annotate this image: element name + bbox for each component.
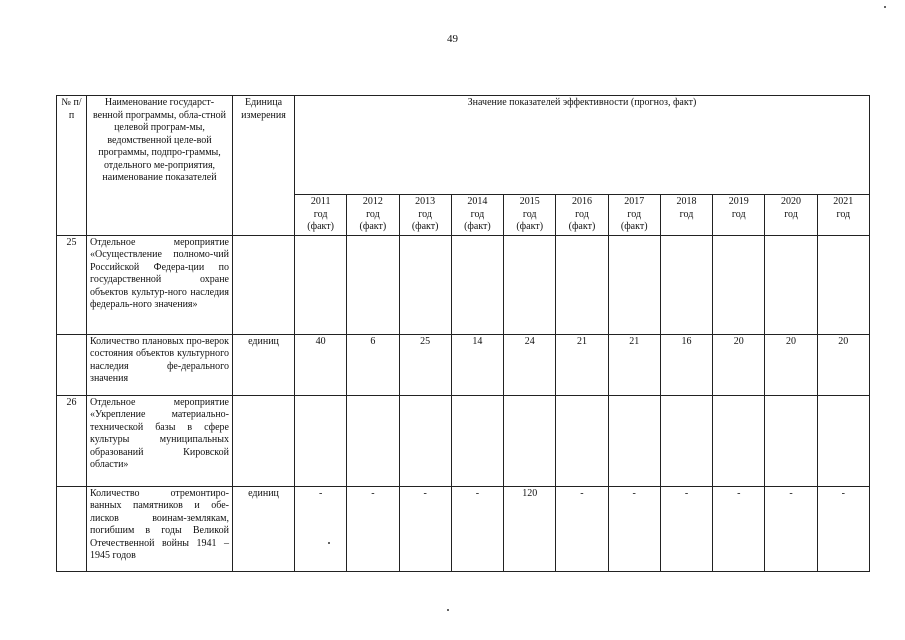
header-year: 2017 год (факт) xyxy=(608,195,660,236)
value-cell xyxy=(765,395,817,486)
value-cell xyxy=(347,395,399,486)
header-unit: Единица измерения xyxy=(233,96,295,236)
header-num: № п/п xyxy=(57,96,87,236)
header-year: 2016 год (факт) xyxy=(556,195,608,236)
value-cell xyxy=(817,235,869,334)
value-cell xyxy=(660,395,712,486)
value-cell xyxy=(556,235,608,334)
value-cell xyxy=(713,395,765,486)
header-name: Наименование государст-венной программы, обла-стной целевой програм-мы, ведомственной целе-вой программы, подпро-граммы, отдельного ме-роприятия, наименование показателей xyxy=(87,96,233,236)
value-cell: 40 xyxy=(295,334,347,395)
value-cell: 21 xyxy=(608,334,660,395)
value-cell: - xyxy=(713,486,765,571)
value-cell xyxy=(295,235,347,334)
value-cell xyxy=(817,395,869,486)
row-unit: единиц xyxy=(233,486,295,571)
value-cell: - xyxy=(556,486,608,571)
value-cell xyxy=(504,235,556,334)
row-number: 26 xyxy=(57,395,87,486)
value-cell: - xyxy=(451,486,503,571)
header-year: 2013 год (факт) xyxy=(399,195,451,236)
header-values-group: Значение показателей эффективности (прогноз, факт) xyxy=(295,96,870,195)
scan-speck xyxy=(328,542,330,544)
value-cell: - xyxy=(765,486,817,571)
page-number: 49 xyxy=(447,33,458,45)
value-cell: - xyxy=(399,486,451,571)
table-header-row xyxy=(57,96,870,195)
value-cell xyxy=(399,235,451,334)
row-name: Отдельное мероприятие «Укрепление материально-технической базы в сфере культуры муниципальных образований Кировской области» xyxy=(87,395,233,486)
row-unit: единиц xyxy=(233,334,295,395)
header-year: 2018 год xyxy=(660,195,712,236)
scan-speck xyxy=(884,6,886,8)
value-cell: 120 xyxy=(504,486,556,571)
header-year: 2012 год (факт) xyxy=(347,195,399,236)
row-number xyxy=(57,334,87,395)
row-name: Количество плановых про-верок состояния объектов культурного наследия фе-дерального значения xyxy=(87,334,233,395)
row-name: Отдельное мероприятие «Осуществление полномо-чий Российской Федера-ции по государственной охране объектов культур-ного наследия федераль-ного значения» xyxy=(87,235,233,334)
value-cell: 14 xyxy=(451,334,503,395)
value-cell xyxy=(451,395,503,486)
scan-speck xyxy=(447,609,449,611)
value-cell xyxy=(556,395,608,486)
value-cell xyxy=(608,395,660,486)
value-cell: 24 xyxy=(504,334,556,395)
row-unit xyxy=(233,235,295,334)
header-year: 2014 год (факт) xyxy=(451,195,503,236)
value-cell: - xyxy=(295,486,347,571)
value-cell xyxy=(660,235,712,334)
header-year: 2011 год (факт) xyxy=(295,195,347,236)
value-cell: - xyxy=(608,486,660,571)
table-row xyxy=(57,395,870,486)
row-number xyxy=(57,486,87,571)
header-year: 2020 год xyxy=(765,195,817,236)
table-row xyxy=(57,235,870,334)
header-year: 2015 год (факт) xyxy=(504,195,556,236)
value-cell xyxy=(504,395,556,486)
value-cell: 6 xyxy=(347,334,399,395)
value-cell: 20 xyxy=(817,334,869,395)
value-cell: 20 xyxy=(713,334,765,395)
row-name: Количество отремонтиро-ванных памятников и обе-лисков воинам-землякам, погибшим в годы Великой Отечественной войны 1941 – 1945 годов xyxy=(87,486,233,571)
indicator-table xyxy=(56,95,870,572)
value-cell: - xyxy=(817,486,869,571)
value-cell: 16 xyxy=(660,334,712,395)
value-cell xyxy=(399,395,451,486)
value-cell xyxy=(295,395,347,486)
row-number: 25 xyxy=(57,235,87,334)
value-cell: 21 xyxy=(556,334,608,395)
table-row xyxy=(57,334,870,395)
value-cell: - xyxy=(347,486,399,571)
value-cell xyxy=(608,235,660,334)
value-cell: 20 xyxy=(765,334,817,395)
value-cell xyxy=(451,235,503,334)
header-year: 2021 год xyxy=(817,195,869,236)
table-row xyxy=(57,486,870,571)
value-cell: 25 xyxy=(399,334,451,395)
value-cell xyxy=(765,235,817,334)
value-cell xyxy=(713,235,765,334)
value-cell xyxy=(347,235,399,334)
value-cell: - xyxy=(660,486,712,571)
row-unit xyxy=(233,395,295,486)
header-year: 2019 год xyxy=(713,195,765,236)
